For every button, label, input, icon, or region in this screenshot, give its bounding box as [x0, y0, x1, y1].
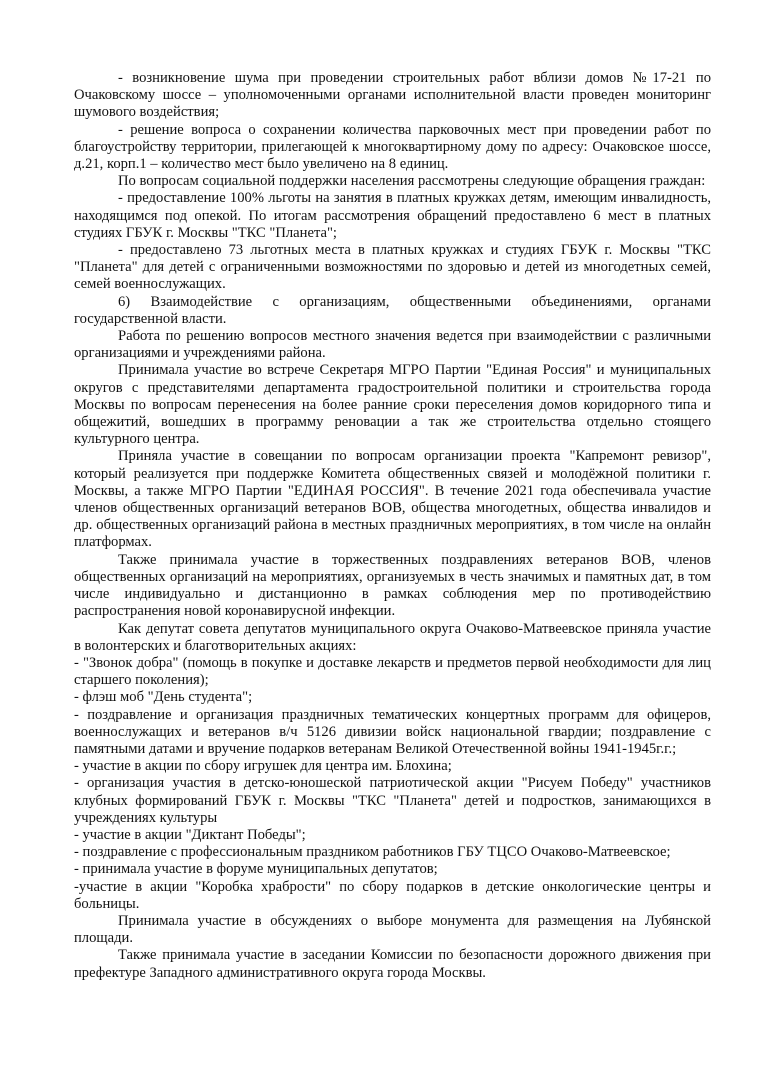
paragraph-road-safety-commission: Также принимала участие в заседании Комиссии по безопасности дорожного движения при префектуре Западного административного округа города Москвы. — [74, 947, 711, 981]
list-item-toys: - участие в акции по сбору игрушек для центра им. Блохина; — [74, 758, 452, 775]
paragraph-volunteer-intro: Как депутат совета депутатов муниципального округа Очаково-Матвеевское приняла участие в волонтерских и благотворительных акциях: — [74, 620, 711, 654]
paragraph-kapremont-revizor: Приняла участие в совещании по вопросам организации проекта "Капремонт ревизор", который реализуется при поддержке Комитета общественных связей и молодёжной политики г. Москвы, а также МГРО Партии "ЕДИНАЯ РОССИЯ". В течение 2021 года обеспечивала участие членов общественных организаций ветеранов ВОВ, общества многодетных, общества инвалидов и др. общественных организаций района в местных праздничных мероприятиях, в том числе на онлайн платформах. — [74, 448, 711, 551]
list-item-flashmob: - флэш моб "День студента"; — [74, 689, 253, 706]
paragraph-veterans-congratulations: Также принимала участие в торжественных поздравлениях ветеранов ВОВ, членов общественных организаций на мероприятиях, организуемых в честь значимых и памятных дат, в том числе индивидуально и дистанционно в рамках соблюдения мер по противодействию распространения новой коронавирусной инфекции. — [74, 551, 711, 620]
list-item-diktant-pobedy: - участие в акции "Диктант Победы"; — [74, 826, 306, 843]
list-item-forum: - принимала участие в форуме муниципальных депутатов; — [74, 861, 438, 878]
paragraph-benefit-73: - предоставлено 73 льготных места в платных кружках и студиях ГБУК г. Москвы "ТКС "Планета" для детей с ограниченными возможностями по здоровью и детей из многодетных семей, семей военнослужащих. — [74, 242, 711, 293]
section-heading-interaction: 6) Взаимодействие с организациям, общественными объединениями, органами государственной власти. — [74, 293, 711, 327]
list-item-risuem-pobedu: - организация участия в детско-юношеской патриотической акции "Рисуем Победу" участников клубных формирований ГБУК г. Москвы "ТКС "Планета" детей и подростков, занимающихся в учреждениях культуры — [74, 775, 711, 826]
paragraph-local-issues: Работа по решению вопросов местного значения ведется при взаимодействии с различными организациями и учреждениями района. — [74, 328, 711, 362]
list-item-zvonok-dobra: - "Звонок добра" (помощь в покупке и доставке лекарств и предметов первой необходимости для лиц старшего поколения); — [74, 654, 711, 689]
paragraph-parking-spaces: - решение вопроса о сохранении количества парковочных мест при проведении работ по благоустройству территории, прилегающей к многоквартирному дому по адресу: Очаковское шоссе, д.21, корп.1 – количество мест было увеличено на 8 единиц. — [74, 121, 711, 173]
paragraph-benefit-100: - предоставление 100% льготы на занятия в платных кружках детям, имеющим инвалидность, находящимся под опекой. По итогам рассмотрения обращений предоставлено 6 мест в платных студиях ГБУК г. Москвы "ТКС "Планета"; — [74, 190, 711, 241]
paragraph-social-support-intro: По вопросам социальной поддержки населения рассмотрены следующие обращения граждан: — [118, 173, 706, 190]
paragraph-lubyanka-monument: Принимала участие в обсуждениях о выборе монумента для размещения на Лубянской площади. — [74, 912, 711, 947]
paragraph-meeting-renovation: Принимала участие во встрече Секретаря МГРО Партии "Единая Россия" и муниципальных округов с представителями департамента градостроительной политики и строительства города Москвы по вопросам перенесения на более ранние сроки переселения домов коридорного типа и общежитий, вошедших в программу реновации а так же строительства отдельно стоящего культурного центра. — [74, 362, 711, 448]
list-item-concerts: - поздравление и организация праздничных тематических концертных программ для офицеров, военнослужащих и ветеранов в/ч 5126 дивизии войск национальной гвардии; поздравление с памятными датами и вручение подарков ветеранам Великой Отечественной войны 1941-1945г.г.; — [74, 706, 711, 757]
list-item-korobka-hrabrosti: -участие в акции "Коробка храбрости" по сбору подарков в детские онкологические центры и больницы. — [74, 878, 711, 912]
paragraph-noise-monitoring: - возникновение шума при проведении строительных работ вблизи домов №17-21 по Очаковскому шоссе – уполномоченными органами исполнительной власти проведен мониторинг шумового воздействия; — [74, 70, 711, 121]
list-item-tcso: - поздравление с профессиональным праздником работников ГБУ ТЦСО Очаково-Матвеевское; — [74, 844, 671, 861]
